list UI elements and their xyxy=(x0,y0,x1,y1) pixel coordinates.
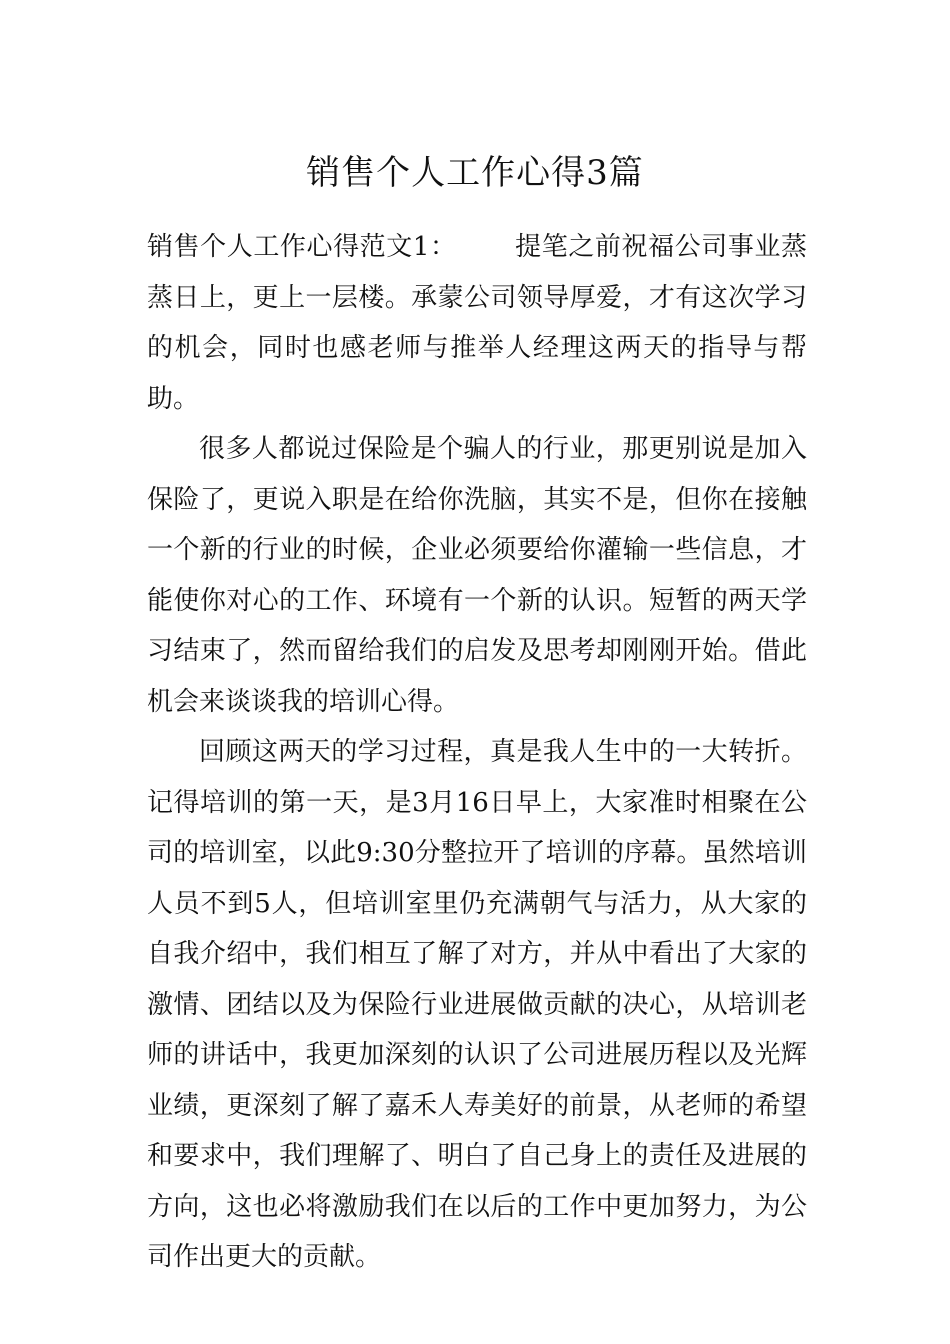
paragraph-3: 回顾这两天的学习过程，真是我人生中的一大转折。记得培训的第一天，是3月16日早上，大家准时相聚在公司的培训室，以此9:30分整拉开了培训的序幕。虽然培训人员不到5人，但培训室里仍充满朝气与活力，从大家的自我介绍中，我们相互了解了对方，并从中看出了大家的激情、团结以及为保险行业进展做贡献的决心，从培训老师的讲话中，我更加深刻的认识了公司进展历程以及光辉业绩，更深刻了解了嘉禾人寿美好的前景，从老师的希望和要求中，我们理解了、明白了自己身上的责任及进展的方向，这也必将激励我们在以后的工作中更加努力，为公司作出更大的贡献。 xyxy=(147,737,807,1272)
document-body xyxy=(147,222,807,1283)
paragraph-1-text: 提笔之前祝福公司事业蒸蒸日上，更上一层楼。承蒙公司领导厚爱，才有这次学习的机会，同时也感老师与推举人经理这两天的指导与帮助。 xyxy=(147,232,807,414)
document-title: 销售个人工作心得3篇 xyxy=(306,152,644,193)
lead-label: 销售个人工作心得范文1： xyxy=(147,232,457,262)
paragraph-2: 很多人都说过保险是个骗人的行业，那更别说是加入保险了，更说入职是在给你洗脑，其实不是，但你在接触一个新的行业的时候，企业必须要给你灌输一些信息，才能使你对心的工作、环境有一个新的认识。短暂的两天学习结束了，然而留给我们的启发及思考却刚刚开始。借此机会来谈谈我的培训心得。 xyxy=(147,434,807,717)
paragraph-1 xyxy=(147,222,807,424)
